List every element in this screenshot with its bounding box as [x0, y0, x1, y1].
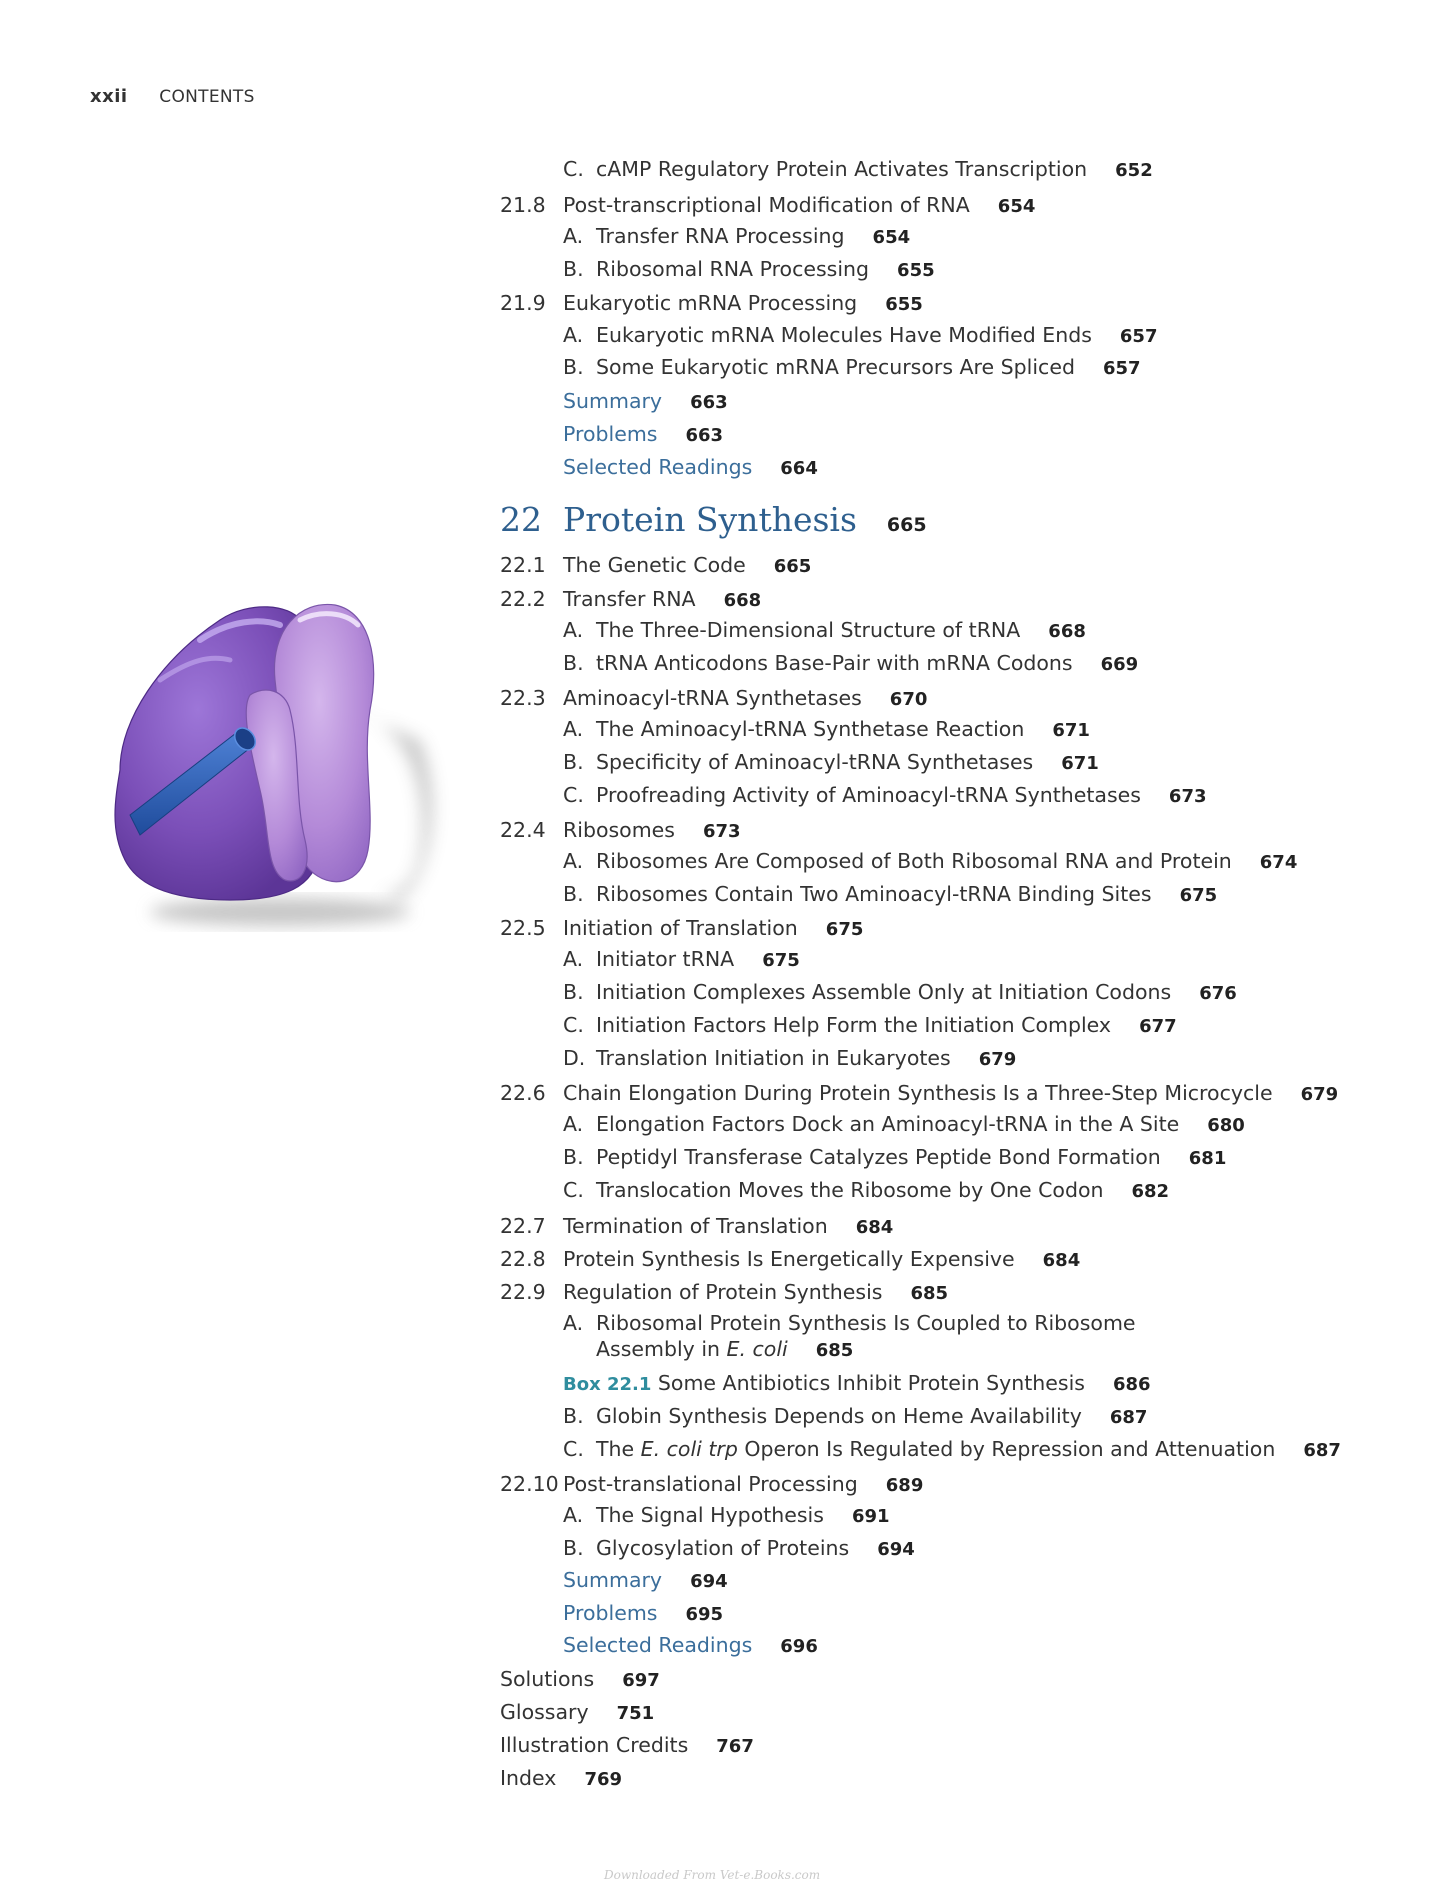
page-ref: 694 [690, 1571, 728, 1592]
section-number: 22.10 [500, 1472, 559, 1496]
page-ref: 657 [1102, 358, 1141, 379]
page-ref: 691 [851, 1506, 890, 1527]
page-ref: 673 [1168, 786, 1207, 807]
page-ref: 684 [855, 1217, 894, 1238]
page-ref: 679 [1300, 1084, 1339, 1105]
page-ref: 668 [723, 590, 762, 611]
page-ref: 664 [780, 458, 818, 479]
page-ref: 663 [690, 392, 728, 413]
page-ref: 675 [1179, 885, 1218, 906]
page-ref: 663 [685, 425, 724, 446]
page-ref: 655 [885, 294, 923, 315]
page-ref: 751 [616, 1703, 655, 1724]
page-ref: 670 [889, 689, 928, 710]
watermark: Downloaded From Vet-e.Books.com [604, 1868, 821, 1882]
page-ref: 669 [1100, 654, 1139, 675]
page-ref: 675 [825, 919, 864, 940]
running-title: CONTENTS [159, 87, 255, 107]
page-ref: 694 [877, 1539, 915, 1560]
section-number: 22.2 [500, 587, 546, 611]
chapter-title: Protein Synthesis [563, 500, 857, 539]
page-ref: 652 [1115, 160, 1153, 181]
page-ref: 682 [1131, 1181, 1170, 1202]
page-ref: 686 [1112, 1374, 1151, 1395]
section-number: 22.3 [500, 686, 546, 710]
section-number: 22.9 [500, 1280, 546, 1304]
page-ref: 769 [584, 1769, 623, 1790]
table-of-contents: C. cAMP Regulatory Protein Activates Transcription 652 21.8 Post-transcriptional Modification of RNA 654 A. Transfer RNA Processing 654 B. Ribosomal RNA Processing 655 21.9 Eukaryotic mRNA Processing 655 A. Eukaryotic mRNA Molecules Have Modified Ends 657 B. Some Eukaryotic mRNA Precursors Are Spliced 657 Summary 663 Problems 663 Selected Readings 664 22 Protein Synthesis 665 22.1 The Genetic Code 665 22.2 Transfer RNA 668 A. The Three-Dimensional Structure of tRNA 668 B. tRNA Anticodons Base-Pair with mRNA Codons 669 22.3 Aminoacyl-tRNA Synthetases 670 A. The Aminoacyl-tRNA Synthetase Reaction 671 B. Specificity of Aminoacyl-tRNA Synthetases 671 C. Proofreading Activity of Aminoacyl-tRNA Synthetases 673 22.4 Ribosomes 673 A. Ribosomes Are Composed of Both Ribosomal RNA and Protein 674 B. Ribosomes Contain Two Aminoacyl-tRNA Binding Sites 675 22.5 Initiation of Translation 675 A. Initiator tRNA 675 B. Initiation Complexes Assemble Only at Initiation Codons 676 C. Initiation Factors Help Form the Initiation Complex 677 D. Translation Initiation in Eukaryotes 679 22.6 Chain Elongation During Protein Synthesis Is a Three-Step Microcycle 679 A. Elongation Factors Dock an Aminoacyl-tRNA in the A Site 680 B. Peptidyl Transferase Catalyzes Peptide Bond Formation 681 C. Translocation Moves the Ribosome by One Codon 682 22.7 Termination of Translation 684 22.8 Protein Synthesis Is Energetically Expensive 684 22.9 Regulation of Protein Synthesis 685 A. Ribosomal Protein Synthesis Is Coupled to Ribosome Assembly in E. coli 685 Box 22.1 Some Antibiotics Inhibit Protein Synthesis 686 B. Globin Synthesis Depends on Heme Availability 687 C. The E. coli trp Operon Is Regulated by Repression and Attenuation 687 22.10 Post-translational Processing 689 A. The Signal Hypothesis 691 B. Glycosylation of Proteins 694 Summary 694 Problems 695 Selected Readings 696 Solutions 697 Glossary 751 Illustration Credits 767 Index 769 [500, 157, 1341, 1790]
page-ref: 696 [780, 1636, 818, 1657]
page-ref: 674 [1259, 852, 1298, 873]
page-ref: 675 [762, 950, 800, 971]
page-ref: 677 [1139, 1016, 1177, 1037]
page-ref: 665 [773, 556, 812, 577]
page-ref: 655 [897, 260, 935, 281]
section-number: 22.6 [500, 1081, 546, 1105]
page-ref: 687 [1109, 1407, 1148, 1428]
page-ref: 767 [716, 1736, 754, 1757]
page-ref: 679 [978, 1049, 1017, 1070]
chapter-number: 22 [500, 500, 542, 539]
page-ref: 654 [872, 227, 911, 248]
section-number: 21.8 [500, 193, 546, 217]
page-ref: 657 [1119, 326, 1158, 347]
box-label: Box 22.1 [563, 1374, 652, 1395]
page-ref: 687 [1303, 1440, 1341, 1461]
section-number: 22.7 [500, 1214, 546, 1238]
page-ref: 685 [815, 1340, 854, 1361]
page-ref: 689 [885, 1475, 924, 1496]
section-number: 22.8 [500, 1247, 546, 1271]
page-ref: 668 [1048, 621, 1086, 642]
section-number: 22.4 [500, 818, 546, 842]
section-number: 22.1 [500, 553, 546, 577]
page-ref: 665 [886, 514, 927, 536]
page-ref: 681 [1188, 1148, 1227, 1169]
page-ref: 684 [1042, 1250, 1081, 1271]
page-ref: 673 [702, 821, 741, 842]
page-ref: 695 [685, 1604, 724, 1625]
page-ref: 685 [910, 1283, 949, 1304]
page-ref: 680 [1207, 1115, 1245, 1136]
page-ref: 671 [1061, 753, 1099, 774]
page-ref: 697 [622, 1670, 660, 1691]
page-ref: 676 [1199, 983, 1237, 1004]
page-number: xxii [90, 86, 128, 107]
page-ref: 671 [1052, 720, 1090, 741]
section-number: 21.9 [500, 291, 546, 315]
section-number: 22.5 [500, 916, 546, 940]
page-ref: 654 [997, 196, 1036, 217]
